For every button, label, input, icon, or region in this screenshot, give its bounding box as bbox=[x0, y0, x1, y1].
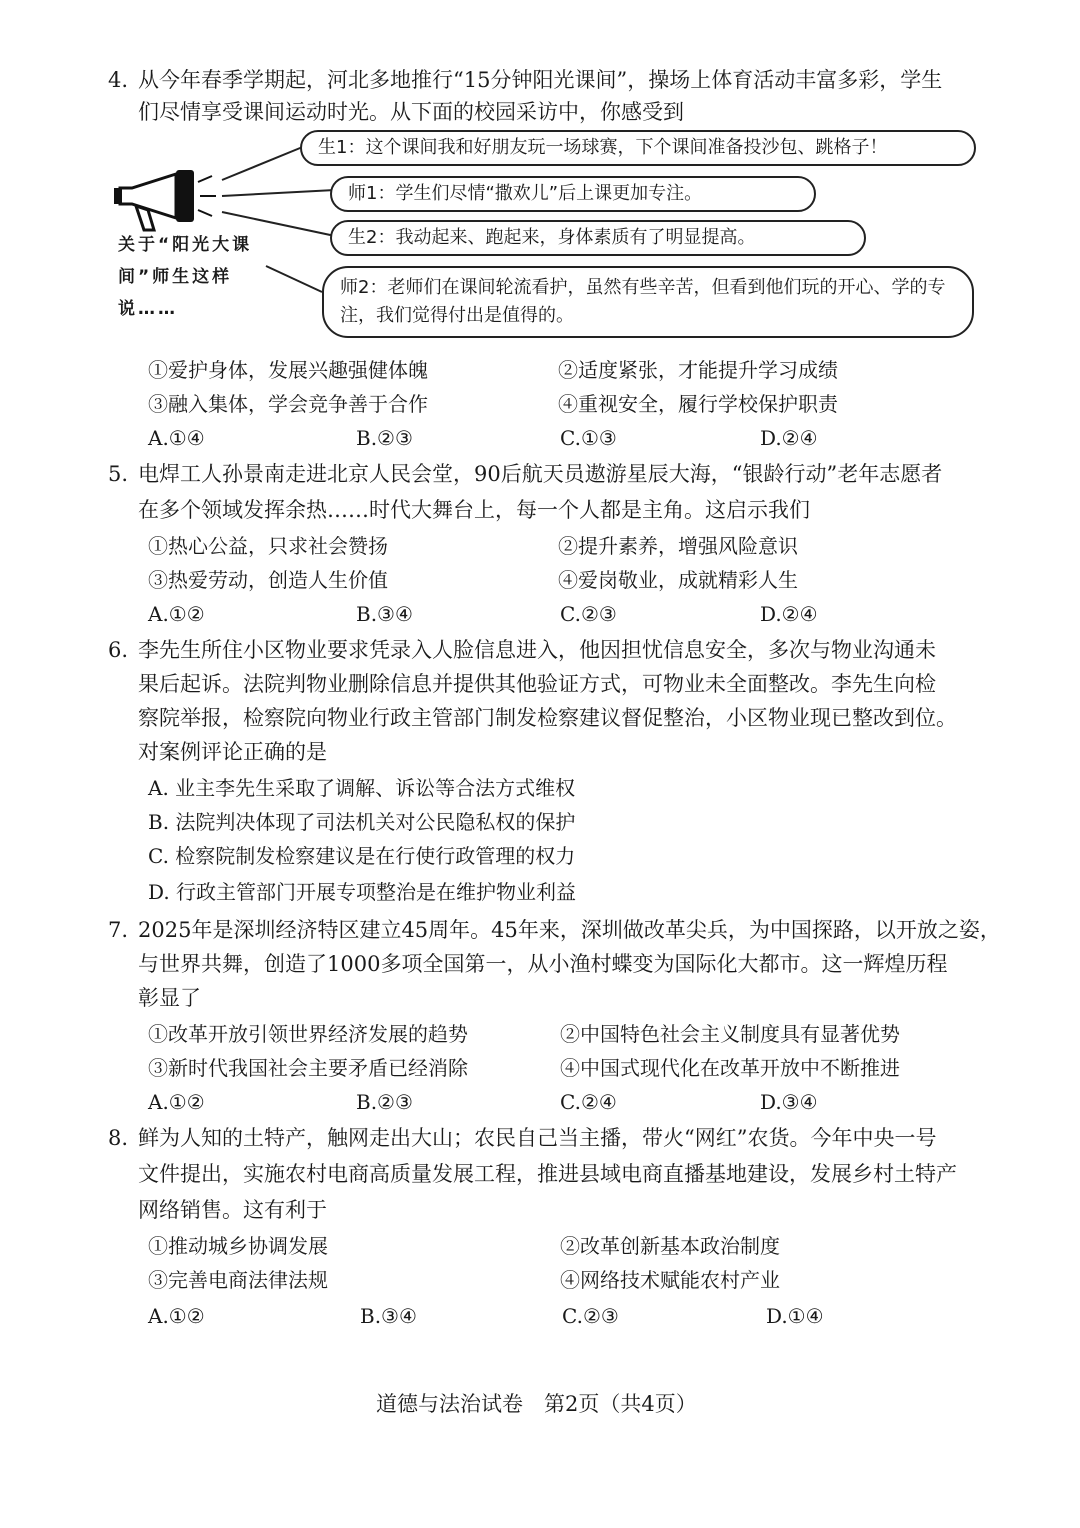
q8-stem-line2: 文件提出，实施农村电商高质量发展工程，推进县域电商直播基地建设，发展乡村土特产 bbox=[138, 1162, 957, 1186]
q7-statement-1: ①改革开放引领世界经济发展的趋势 bbox=[148, 1022, 468, 1046]
q4-caption-line2: 间”师生这样 bbox=[118, 267, 233, 287]
q8-statement-2: ②改革创新基本政治制度 bbox=[560, 1234, 780, 1258]
q5-statement-2: ②提升素养，增强风险意识 bbox=[558, 534, 798, 558]
q7-statement-2: ②中国特色社会主义制度具有显著优势 bbox=[560, 1022, 900, 1046]
q8-choice-d: D.①④ bbox=[766, 1304, 824, 1328]
q7-number: 7. bbox=[108, 918, 129, 942]
q8-stem-line1: 鲜为人知的土特产，触网走出大山；农民自己当主播，带火“网红”农货。今年中央一号 bbox=[138, 1126, 937, 1150]
q6-choice-c: C. 检察院制发检察建议是在行使行政管理的权力 bbox=[148, 844, 576, 868]
q5-choice-a: A.①② bbox=[148, 602, 205, 626]
q5-statement-3: ③热爱劳动，创造人生价值 bbox=[148, 568, 388, 592]
q5-statement-1: ①热心公益，只求社会赞扬 bbox=[148, 534, 388, 558]
q5-stem-line1: 电焊工人孙景南走进北京人民会堂，90后航天员遨游星辰大海，“银龄行动”老年志愿者 bbox=[138, 462, 943, 486]
q6-choice-b: B. 法院判决体现了司法机关对公民隐私权的保护 bbox=[148, 810, 576, 834]
q7-statement-3: ③新时代我国社会主要矛盾已经消除 bbox=[148, 1056, 468, 1080]
q4-statement-3: ③融入集体，学会竞争善于合作 bbox=[148, 392, 428, 416]
q8-statement-4: ④网络技术赋能农村产业 bbox=[560, 1268, 780, 1292]
q7-stem-line1: 2025年是深圳经济特区建立45周年。45年来，深圳做改革尖兵，为中国探路，以开放之姿， bbox=[138, 918, 1001, 942]
q5-choice-d: D.②④ bbox=[760, 602, 818, 626]
q8-number: 8. bbox=[108, 1126, 129, 1150]
q7-choice-d: D.③④ bbox=[760, 1090, 818, 1114]
q8-stem-line3: 网络销售。这有利于 bbox=[138, 1198, 327, 1222]
q6-choice-a: A. 业主李先生采取了调解、诉讼等合法方式维权 bbox=[148, 776, 576, 800]
q6-stem-line3: 察院举报，检察院向物业行政主管部门制发检察建议督促整治，小区物业现已整改到位。 bbox=[138, 706, 957, 730]
q4-choice-d: D.②④ bbox=[760, 426, 818, 450]
q8-choice-c: C.②③ bbox=[562, 1304, 619, 1328]
q4-caption-line3: 说…… bbox=[118, 299, 178, 319]
q4-number: 4. bbox=[108, 68, 129, 92]
q6-number: 6. bbox=[108, 638, 129, 662]
q4-bubble-student2: 生2：我动起来、跑起来，身体素质有了明显提高。 bbox=[330, 220, 866, 256]
q4-statement-2: ②适度紧张，才能提升学习成绩 bbox=[558, 358, 838, 382]
q4-statement-1: ①爱护身体，发展兴趣强健体魄 bbox=[148, 358, 428, 382]
q7-stem-line2: 与世界共舞，创造了1000多项全国第一，从小渔村蝶变为国际化大都市。这一辉煌历程 bbox=[138, 952, 948, 976]
q5-choice-c: C.②③ bbox=[560, 602, 617, 626]
q5-statement-4: ④爱岗敬业，成就精彩人生 bbox=[558, 568, 798, 592]
q7-stem-line3: 彰显了 bbox=[138, 986, 201, 1010]
q6-stem-line1: 李先生所住小区物业要求凭录入人脸信息进入，他因担忧信息安全，多次与物业沟通未 bbox=[138, 638, 936, 662]
q7-choice-b: B.②③ bbox=[356, 1090, 413, 1114]
q4-statement-4: ④重视安全，履行学校保护职责 bbox=[558, 392, 838, 416]
q8-statement-1: ①推动城乡协调发展 bbox=[148, 1234, 328, 1258]
page-footer: 道德与法治试卷 第2页（共4页） bbox=[376, 1392, 697, 1416]
q6-stem-line2: 果后起诉。法院判物业删除信息并提供其他验证方式，可物业未全面整改。李先生向检 bbox=[138, 672, 936, 696]
q5-stem-line2: 在多个领域发挥余热……时代大舞台上，每一个人都是主角。这启示我们 bbox=[138, 498, 810, 522]
q4-bubble-teacher1: 师1：学生们尽情“撒欢儿”后上课更加专注。 bbox=[330, 176, 816, 212]
q5-choice-b: B.③④ bbox=[356, 602, 413, 626]
q4-choice-a: A.①④ bbox=[148, 426, 205, 450]
q6-stem-line4: 对案例评论正确的是 bbox=[138, 740, 327, 764]
q4-choice-b: B.②③ bbox=[356, 426, 413, 450]
q6-choice-d: D. 行政主管部门开展专项整治是在维护物业利益 bbox=[148, 880, 577, 904]
q4-stem-line2: 们尽情享受课间运动时光。从下面的校园采访中，你感受到 bbox=[138, 100, 684, 124]
q8-choice-a: A.①② bbox=[148, 1304, 205, 1328]
q4-choice-c: C.①③ bbox=[560, 426, 617, 450]
q8-choice-b: B.③④ bbox=[360, 1304, 417, 1328]
q4-caption-line1: 关于“阳光大课 bbox=[118, 235, 253, 255]
q7-choice-a: A.①② bbox=[148, 1090, 205, 1114]
q7-choice-c: C.②④ bbox=[560, 1090, 617, 1114]
q7-statement-4: ④中国式现代化在改革开放中不断推进 bbox=[560, 1056, 900, 1080]
q8-statement-3: ③完善电商法律法规 bbox=[148, 1268, 328, 1292]
q5-number: 5. bbox=[108, 462, 129, 486]
q4-bubble-student1: 生1：这个课间我和好朋友玩一场球赛，下个课间准备投沙包、跳格子！ bbox=[300, 130, 976, 166]
q4-bubble-teacher2: 师2：老师们在课间轮流看护，虽然有些辛苦，但看到他们玩的开心、学的专注，我们觉得付出是值得的。 bbox=[322, 266, 974, 338]
q4-stem-line1: 从今年春季学期起，河北多地推行“15分钟阳光课间”，操场上体育活动丰富多彩，学生 bbox=[138, 68, 943, 92]
